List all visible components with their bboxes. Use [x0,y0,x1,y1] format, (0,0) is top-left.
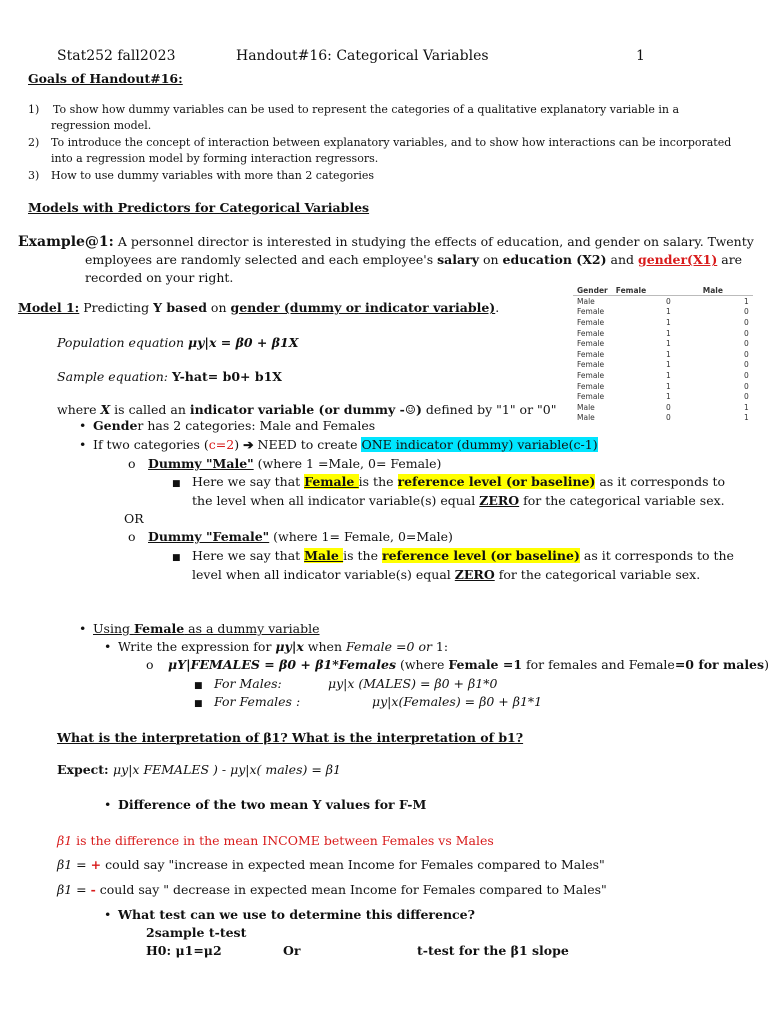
table-row: Male 0 1 [577,296,749,306]
expect-line: Expect: μy|x FEMALES ) - μy|x( males) = β1 [57,762,341,777]
example-text-3: recorded on your right. [85,270,234,285]
goal-2-line1: To introduce the concept of interaction between explanatory variables, and to show how interactions can be incorporated [51,136,732,149]
beta1-definition: β1 is the difference in the mean INCOME between Females vs Males [57,833,494,848]
test-question: • What test can we use to determine this difference? [104,907,475,922]
goal-3-num: 3) [28,169,40,182]
goal-2-num: 2) [28,136,40,149]
population-equation: Population equation μy|x = β0 + β1X [57,335,299,350]
gender-term: gender(X1) [637,252,718,267]
col-header: Gender [573,285,612,296]
indicator-definition: where X is called an indicator variable (or dummy -☺) defined by "1" or "0" [57,402,557,417]
goal-1-line1: To show how dummy variables can be used to represent the categories of a qualitative explanatory variable in a [53,103,680,116]
interpretation-question: What is the interpretation of β1? What is the interpretation of b1? [57,730,524,745]
dummy-male-line: o Dummy "Male" (where 1 =Male, 0= Female) [128,456,442,471]
table-row: Female 1 0 [577,349,749,359]
page-number: 1 [636,48,645,64]
example-line-2: employees are randomly selected and each employee's salary on education (X2) and gender(X1) are [85,252,743,267]
for-females-equation: μy|x(Females) = β0 + β1*1 [372,694,543,709]
table-header-row [573,285,753,296]
example-label: Example@1: [18,234,114,250]
goals-heading: Goals of Handout#16: [28,71,183,86]
table-row: Female 1 0 [577,317,749,327]
dummy-female-explanation-2: level when all indicator variable(s) equal ZERO for the categorical variable sex. [192,567,701,582]
beta1-negative: β1 = - could say " decrease in expected mean Income for Females compared to Males" [57,882,607,897]
arrow-icon: ➔ [243,437,254,452]
table-row: Female 1 0 [577,339,749,349]
table-row: Female 1 0 [577,360,749,370]
section-heading: Models with Predictors for Categorical Variables [28,200,370,215]
write-expression-line: • Write the expression for μy|x when Female =0 or 1: [104,639,449,654]
two-sample-test: 2sample t-test [146,925,247,940]
dummy-male-explanation-1: ■ Here we say that Female is the reference level (or baseline) as it corresponds to [172,474,726,489]
using-female-line: • Using Female as a dummy variable [79,621,320,636]
table-row: Female 1 0 [577,392,749,402]
dummy-male-explanation-2: the level when all indicator variable(s) equal ZERO for the categorical variable sex. [192,493,725,508]
for-males-equation: μy|x (MALES) = β0 + β1*0 [328,676,498,691]
education-term: education (X2) [502,252,607,267]
goal-3-line1: How to use dummy variables with more than 2 categories [51,169,375,182]
or-label: OR [124,511,144,526]
handout-title: Handout#16: Categorical Variables [236,48,489,64]
col-header: Male [675,285,753,296]
for-females-label: ■ For Females : [194,694,301,709]
for-males-label: ■ For Males: [194,676,282,691]
bullet-two-categories: • If two categories (c=2) ➔ NEED to create ONE indicator (dummy) variable(c-1) [79,437,598,452]
col-header: Female [612,285,675,296]
course-label: Stat252 fall2023 [57,48,176,64]
null-hypothesis: H0: μ1=μ2 [146,943,222,958]
example-text-1: A personnel director is interested in studying the effects of education, and gender on salary. Twenty [117,234,754,249]
bullet-gender: • Gender has 2 categories: Male and Females [79,418,376,433]
model1-line: Model 1: Predicting Y based on gender (dummy or indicator variable). [18,300,500,315]
model1-label: Model 1: [18,300,80,315]
beta1-positive: β1 = + could say "increase in expected mean Income for Females compared to Males" [57,857,605,872]
female-model-equation: o μY|FEMALES = β0 + β1*Females (where Female =1 for females and Female=0 for males) [146,657,769,672]
goal-2-line2: into a regression model by forming interaction regressors. [51,152,379,165]
table-row: Female 1 0 [577,370,749,380]
example-line-1 [18,234,754,250]
table-row: Male 0 1 [577,402,749,412]
dummy-female-line: o Dummy "Female" (where 1= Female, 0=Male) [128,529,453,544]
goal-1-num: 1) [28,103,40,116]
salary-term: salary [437,252,479,267]
goal-1-line2: regression model. [51,119,152,132]
slope-test: t-test for the β1 slope [417,943,569,958]
table-row: Female 1 0 [577,381,749,391]
dummy-female-explanation-1: ■ Here we say that Male is the reference level (or baseline) as it corresponds to the [172,548,734,563]
difference-bullet: • Difference of the two mean Y values for F-M [104,797,427,812]
table-row: Female 1 0 [577,328,749,338]
sample-equation: Sample equation: Y-hat= b0+ b1X [57,369,282,384]
gender-data-table [573,285,753,423]
or-label-2: Or [283,943,301,958]
table-row: Female 1 0 [577,307,749,317]
table-row: Male 0 1 [577,413,749,423]
highlight-one-indicator: ONE indicator (dummy) variable(c-1) [361,437,598,452]
